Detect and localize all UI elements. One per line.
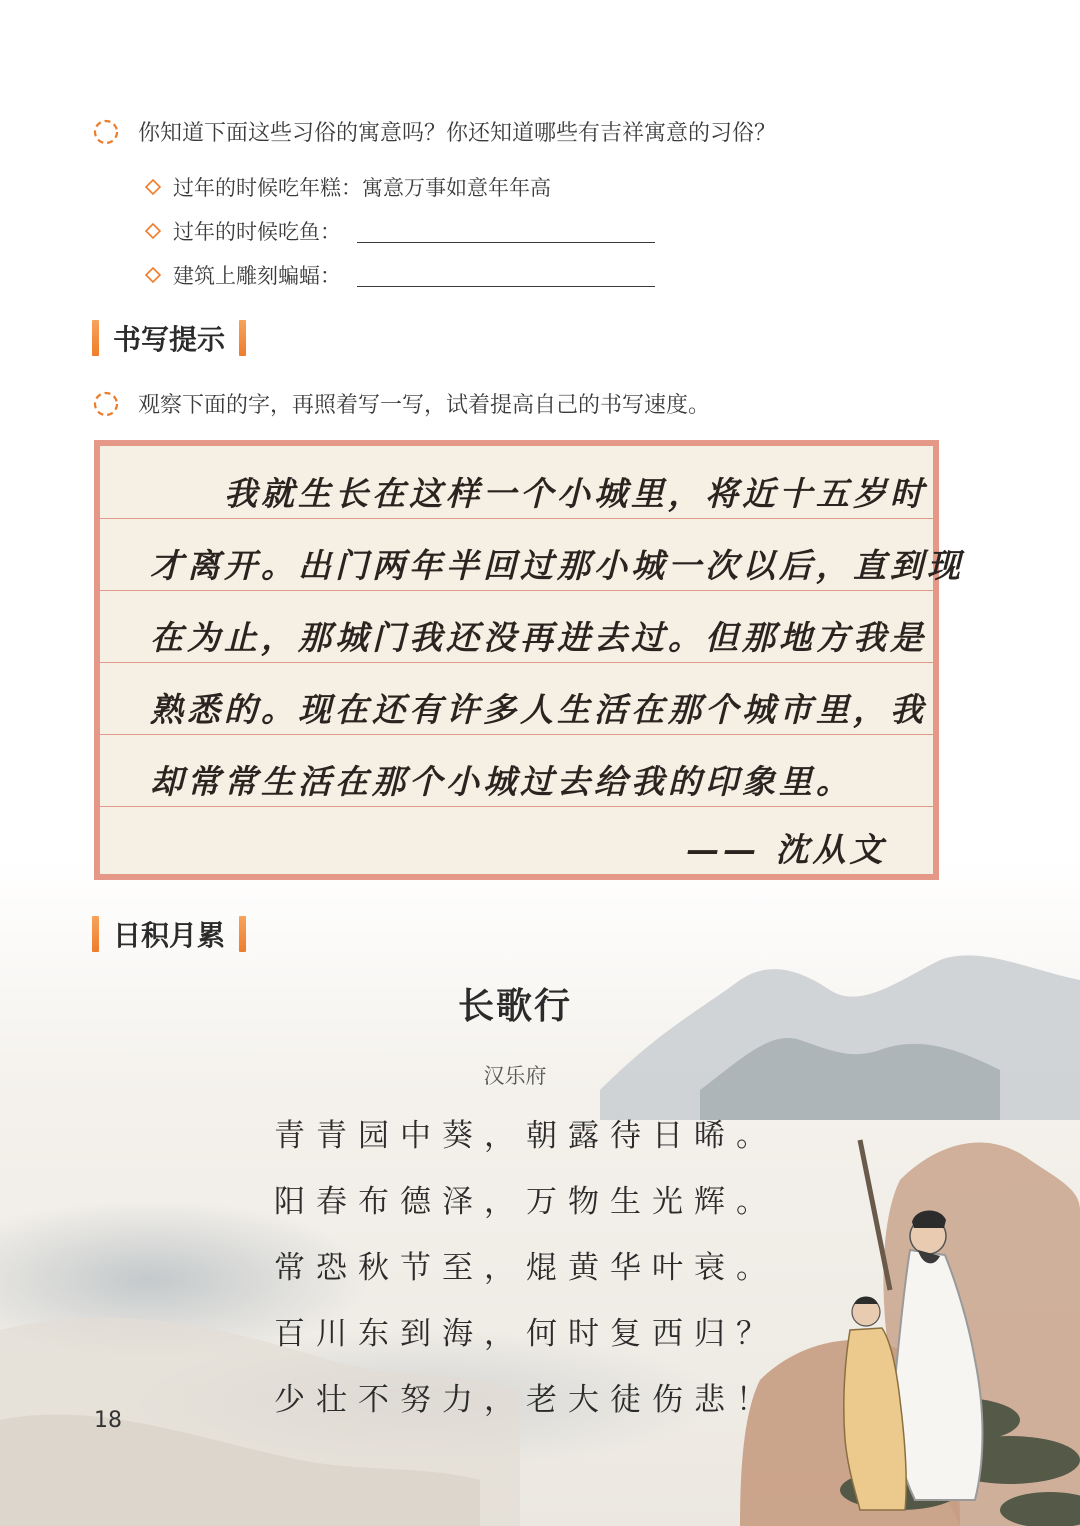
section-title-text: 书写提示 [113, 323, 226, 356]
ruled-line [100, 590, 933, 591]
calligraphy-signature: —— 沈从文 [686, 830, 887, 869]
answer-blank[interactable] [357, 220, 655, 243]
list-item [145, 260, 655, 290]
section-title-accumulate [92, 914, 246, 954]
dashed-circle-icon [92, 390, 120, 418]
section-bar-right [239, 320, 246, 356]
section-title-writing [92, 318, 246, 358]
instruction-text: 观察下面的字，再照着写一写，试着提高自己的书写速度。 [138, 393, 711, 418]
dashed-circle-icon [92, 118, 120, 146]
writing-instruction [92, 388, 710, 419]
poem-author: 汉乐府 [483, 1064, 547, 1088]
list-item [145, 172, 551, 202]
answer-blank[interactable] [357, 264, 655, 287]
ruled-line [100, 518, 933, 519]
section-bar-right [239, 916, 246, 952]
calligraphy-line: 熟悉的。现在还有许多人生活在那个城市里，我 [150, 690, 927, 729]
calligraphy-sample-box [94, 440, 964, 880]
calligraphy-paper [100, 446, 964, 874]
diamond-bullet-icon [145, 223, 161, 239]
list-item-text: 过年的时候吃鱼： [173, 220, 341, 244]
calligraphy-line: 在为止，那城门我还没再进去过。但那地方我是 [150, 618, 927, 657]
poem-line: 常恐秋节至，焜黄华叶衰。 [274, 1250, 778, 1286]
calligraphy-line: 我就生长在这样一个小城里，将近十五岁时 [224, 474, 927, 513]
list-item-text: 过年的时候吃年糕：寓意万事如意年年高 [173, 176, 551, 200]
question-text: 你知道下面这些习俗的寓意吗？你还知道哪些有吉祥寓意的习俗？ [138, 121, 777, 146]
ruled-line [100, 734, 933, 735]
section-title-text: 日积月累 [113, 919, 226, 952]
list-item-text: 建筑上雕刻蝙蝠： [173, 264, 341, 288]
question-customs [92, 116, 776, 147]
ruled-line [100, 662, 933, 663]
poem-line: 青青园中葵，朝露待日晞。 [274, 1118, 778, 1154]
section-bar-left [92, 916, 99, 952]
calligraphy-line: 才离开。出门两年半回过那小城一次以后，直到现 [150, 546, 964, 585]
list-item [145, 216, 655, 246]
diamond-bullet-icon [145, 267, 161, 283]
diamond-bullet-icon [145, 179, 161, 195]
poem-line: 少壮不努力，老大徒伤悲！ [274, 1382, 778, 1418]
ruled-line [100, 806, 933, 807]
poem-line: 百川东到海，何时复西归？ [274, 1316, 778, 1352]
poem-line: 阳春布德泽，万物生光辉。 [274, 1184, 778, 1220]
poem-title: 长歌行 [457, 985, 572, 1027]
calligraphy-line: 却常常生活在那个小城过去给我的印象里。 [150, 762, 853, 801]
section-bar-left [92, 320, 99, 356]
page-number: 18 [94, 1408, 122, 1433]
